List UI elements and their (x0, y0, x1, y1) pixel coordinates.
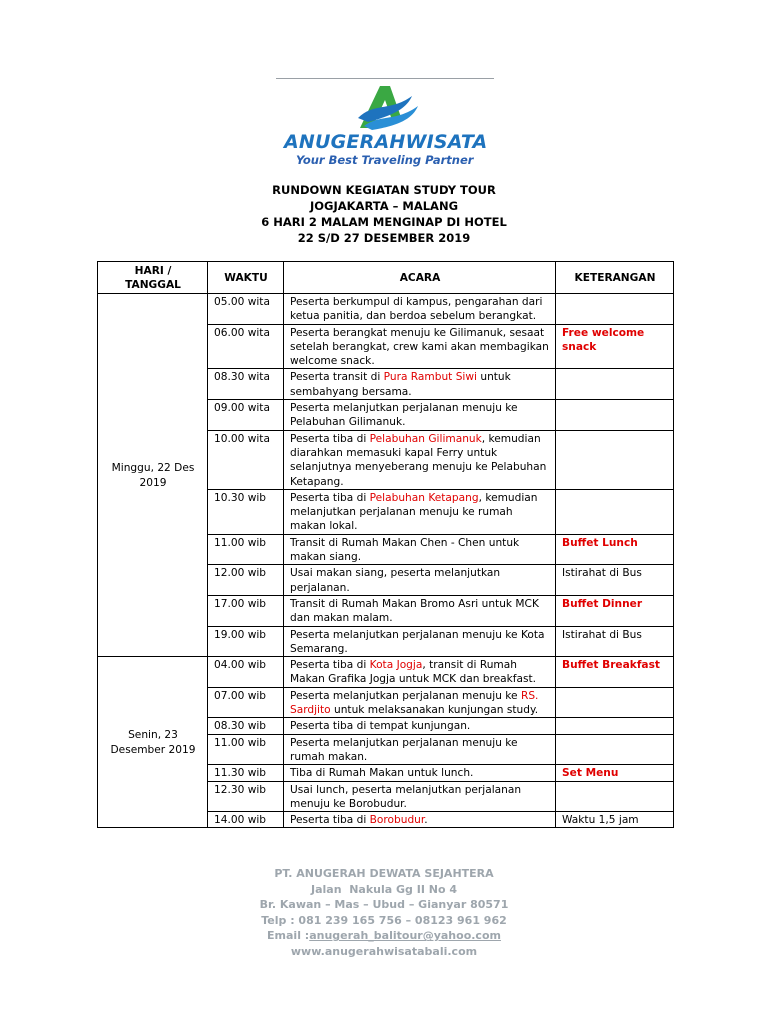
activity-cell (284, 400, 556, 431)
note-cell: Istirahat di Bus (556, 626, 674, 657)
activity-text: Peserta tiba di tempat kunjungan. (290, 720, 471, 733)
activity-cell (284, 369, 556, 400)
note-cell: Buffet Lunch (556, 534, 674, 565)
activity-text: Peserta melanjutkan perjalanan menuju ke rumah makan. (290, 736, 518, 763)
time-cell: 08.30 wita (208, 369, 284, 400)
logo-tagline: Your Best Traveling Partner (296, 153, 474, 167)
activity-cell (284, 781, 556, 812)
note-cell (556, 734, 674, 765)
footer-phone: Telp : 081 239 165 756 – 08123 961 962 (261, 913, 507, 927)
footer-email-link[interactable]: anugerah_balitour@yahoo.com (309, 929, 501, 943)
title-line: 6 HARI 2 MALAM MENGINAP DI HOTEL (261, 215, 507, 229)
activity-text: Peserta tiba di (290, 814, 370, 827)
header-activity: ACARA (284, 262, 556, 294)
place-name: Borobudur (369, 814, 425, 827)
document-title-block (0, 182, 768, 246)
footer-address-line2: Br. Kawan – Mas – Ubud – Gianyar 80571 (259, 898, 509, 912)
activity-text: Peserta berangkat menuju ke Gilimanuk, sesaat setelah berangkat, crew kami akan membagikan welcome snack. (290, 326, 549, 368)
footer-email-line (0, 928, 768, 944)
time-cell: 11.00 wib (208, 534, 284, 565)
place-name: RS. Sardjito (290, 689, 539, 717)
time-cell: 08.30 wib (208, 718, 284, 734)
time-cell: 19.00 wib (208, 626, 284, 657)
activity-text: Transit di Rumah Makan Bromo Asri untuk MCK dan makan malam. (290, 597, 539, 625)
activity-cell (284, 595, 556, 626)
activity-cell (284, 626, 556, 657)
place-name: Pelabuhan Ketapang (369, 491, 479, 504)
activity-cell (284, 294, 556, 325)
note-cell (556, 430, 674, 489)
activity-cell (284, 565, 556, 596)
footer-email-label: Email : (267, 929, 310, 943)
logo-mark-icon (356, 82, 420, 134)
note-cell: Buffet Breakfast (556, 657, 674, 688)
note-cell (556, 400, 674, 431)
time-cell: 10.00 wita (208, 430, 284, 489)
activity-text: Peserta melanjutkan perjalanan menuju ke Kota Semarang. (290, 628, 545, 655)
activity-text: Peserta melanjutkan perjalanan menuju ke Pelabuhan Gilimanuk. (290, 402, 518, 429)
day-cell: Senin, 23 Desember 2019 (98, 657, 208, 828)
activity-text: untuk sembahyang bersama. (290, 371, 511, 398)
table-body (98, 294, 674, 828)
time-cell: 11.00 wib (208, 734, 284, 765)
activity-text: Peserta tiba di (290, 432, 370, 445)
rundown-table (97, 261, 674, 828)
activity-text: untuk melaksanakan kunjungan study. (330, 704, 539, 717)
note-cell (556, 781, 674, 812)
note-cell: Free welcome snack (556, 324, 674, 369)
note-cell: Buffet Dinner (556, 595, 674, 626)
place-name: Kota Jogja (369, 659, 423, 672)
header-time: WAKTU (208, 262, 284, 294)
time-cell: 12.30 wib (208, 781, 284, 812)
time-cell: 04.00 wib (208, 657, 284, 688)
time-cell: 06.00 wita (208, 324, 284, 369)
table-row (98, 294, 674, 325)
activity-text: , kemudian melanjutkan perjalanan menuju ke rumah makan lokal. (290, 491, 538, 533)
activity-cell (284, 765, 556, 781)
logo-brand-part2: WISATA (405, 131, 488, 153)
activity-text: , kemudian diarahkan memasuki kapal Ferry untuk selanjutnya menyeberang menuju ke Pelabuhan Ketapang. (290, 432, 547, 488)
note-cell: Waktu 1,5 jam (556, 812, 674, 828)
footer (0, 866, 768, 960)
activity-text: Tiba di Rumah Makan untuk lunch. (290, 767, 474, 780)
title-line: RUNDOWN KEGIATAN STUDY TOUR (272, 183, 496, 197)
note-cell (556, 718, 674, 734)
activity-text: Peserta tiba di (290, 659, 370, 672)
table-row (98, 657, 674, 688)
header-day (98, 262, 208, 294)
place-name: Pelabuhan Gilimanuk (369, 432, 482, 445)
activity-text: Peserta melanjutkan perjalanan menuju ke (290, 689, 521, 702)
activity-text: Peserta tiba di (290, 491, 370, 504)
company-logo (276, 78, 494, 170)
table-header-row (98, 262, 674, 294)
title-line: 22 S/D 27 DESEMBER 2019 (297, 231, 471, 245)
activity-cell (284, 812, 556, 828)
activity-text: Transit di Rumah Makan Chen - Chen untuk makan siang. (290, 536, 520, 564)
note-cell: Istirahat di Bus (556, 565, 674, 596)
activity-text: Usai lunch, peserta melanjutkan perjalanan menuju ke Borobudur. (290, 783, 522, 810)
day-cell: Minggu, 22 Des 2019 (98, 294, 208, 657)
time-cell: 14.00 wib (208, 812, 284, 828)
activity-cell (284, 734, 556, 765)
header-day-label: HARI / TANGGAL (125, 264, 181, 291)
time-cell: 05.00 wita (208, 294, 284, 325)
footer-website[interactable]: www.anugerahwisatabali.com (290, 944, 478, 958)
activity-cell (284, 687, 556, 718)
footer-company: PT. ANUGERAH DEWATA SEJAHTERA (274, 867, 494, 880)
logo-brand (284, 131, 487, 153)
footer-address-line1: Jalan Nakula Gg II No 4 (311, 882, 457, 896)
time-cell: 10.30 wib (208, 489, 284, 534)
note-cell (556, 294, 674, 325)
activity-text: Peserta berkumpul di kampus, pengarahan dari ketua panitia, dan berdoa sebelum berangkat. (290, 296, 543, 323)
note-cell (556, 489, 674, 534)
place-name: Pura Rambut Siwi (383, 371, 477, 384)
logo-brand-part1: ANUGERAH (284, 131, 406, 153)
activity-cell (284, 718, 556, 734)
logo-divider (276, 78, 494, 79)
time-cell: 07.00 wib (208, 687, 284, 718)
note-cell (556, 687, 674, 718)
note-cell: Set Menu (556, 765, 674, 781)
activity-cell (284, 657, 556, 688)
activity-cell (284, 489, 556, 534)
activity-text: Usai makan siang, peserta melanjutkan perjalanan. (290, 567, 501, 594)
activity-cell (284, 430, 556, 489)
activity-text: , transit di Rumah Makan Grafika Jogja untuk MCK dan breakfast. (290, 659, 537, 686)
activity-text: Peserta transit di (290, 371, 384, 384)
activity-cell (284, 324, 556, 369)
header-note: KETERANGAN (556, 262, 674, 294)
time-cell: 17.00 wib (208, 595, 284, 626)
activity-cell (284, 534, 556, 565)
title-line: JOGJAKARTA – MALANG (309, 199, 459, 213)
time-cell: 09.00 wita (208, 400, 284, 431)
activity-text: . (424, 814, 428, 827)
note-cell (556, 369, 674, 400)
time-cell: 12.00 wib (208, 565, 284, 596)
time-cell: 11.30 wib (208, 765, 284, 781)
